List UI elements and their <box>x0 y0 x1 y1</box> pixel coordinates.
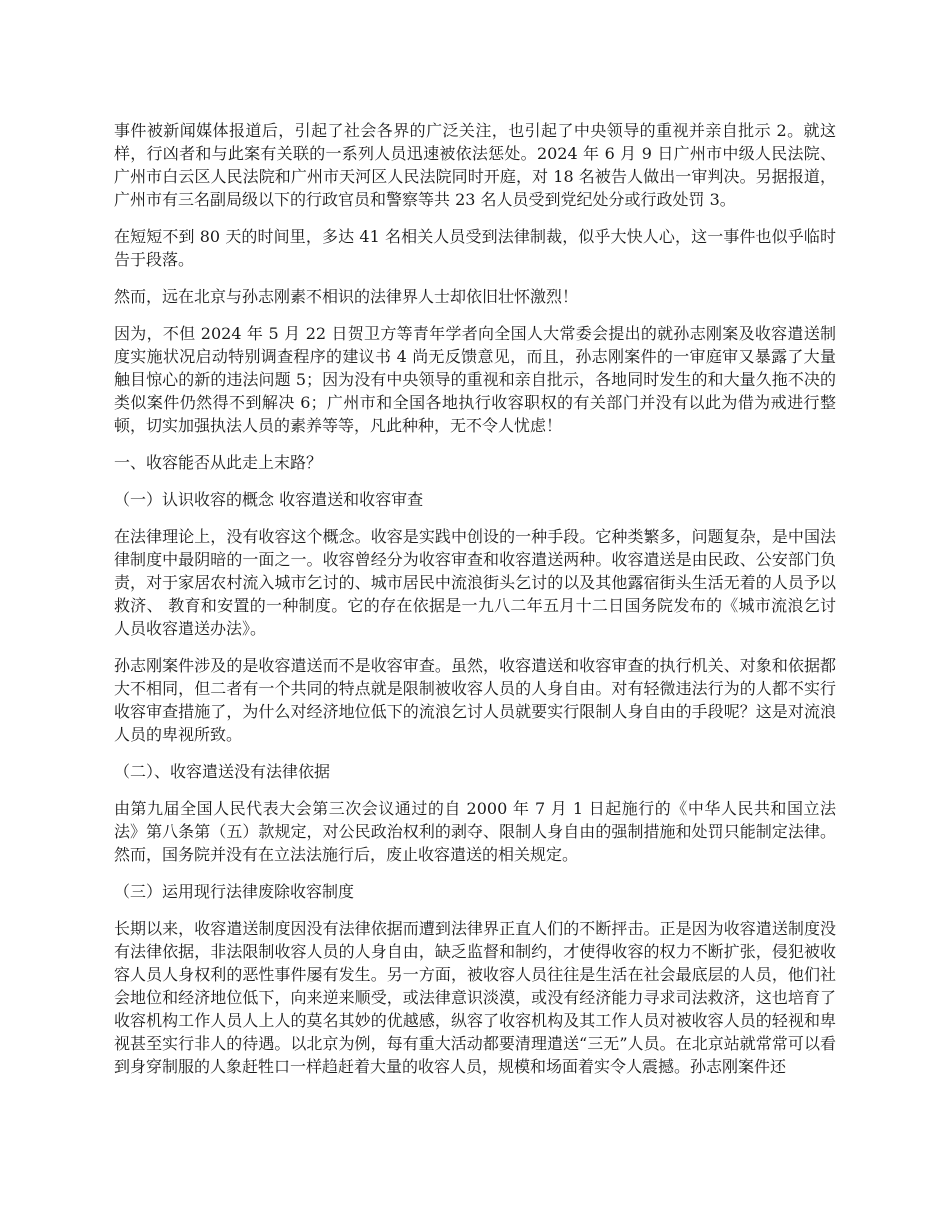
paragraph-2: 在短短不到 80 天的时间里，多达 41 名相关人员受到法律制裁，似乎大快人心，这一事件也似乎临时告于段落。 <box>114 227 836 269</box>
paragraph-5: 在法律理论上，没有收容这个概念。收容是实践中创设的一种手段。它种类繁多，问题复杂，是中国法律制度中最阴暗的一面之一。收容曾经分为收容审查和收容遣送两种。收容遣送是由民政、公安部门负责，对于家居农村流入城市乞讨的、城市居民中流浪街头乞讨的以及其他露宿街头生活无着的人员予以救济、 教育和安置的一种制度。它的存在依据是一九八二年五月十二日国务院发布的《城市流浪乞讨人员收容遣送办法》。 <box>114 527 836 638</box>
paragraph-7: 由第九届全国人民代表大会第三次会议通过的自 2000 年 7 月 1 日起施行的《中华人民共和国立法法》第八条第（五）款规定，对公民政治权利的剥夺、限制人身自由的强制措施和处罚只能制定法律。然而，国务院并没有在立法法施行后，废止收容遣送的相关规定。 <box>114 799 836 864</box>
paragraph-3: 然而，远在北京与孙志刚素不相识的法律界人士却依旧壮怀激烈！ <box>114 287 579 306</box>
subsection-heading-2: （二）、收容遣送没有法律依据 <box>114 762 331 781</box>
subsection-heading-1: （一）认识收容的概念 收容遣送和收容审查 <box>114 490 424 509</box>
document-page <box>114 119 836 1092</box>
paragraph-8: 长期以来，收容遣送制度因没有法律依据而遭到法律界正直人们的不断抨击。正是因为收容遣送制度没有法律依据，非法限制收容人员的人身自由，缺乏监督和制约，才使得收容的权力不断扩张，侵犯被收容人员人身权利的恶性事件屡有发生。另一方面，被收容人员往往是生活在社会最底层的人员，他们社会地位和经济地位低下，向来逆来顺受，或法律意识淡漠，或没有经济能力寻求司法救济，这也培育了收容机构工作人员人上人的莫名其妙的优越感，纵容了收容机构及其工作人员对被收容人员的轻视和卑视甚至实行非人的待遇。以北京为例，每有重大活动都要清理遣送“三无”人员。在北京站就常常可以看到身穿制服的人象赶牲口一样趋赶着大量的收容人员，规模和场面着实令人震撼。孙志刚案件还 <box>114 919 836 1076</box>
paragraph-4: 因为，不但 2024 年 5 月 22 日贺卫方等青年学者向全国人大常委会提出的就孙志刚案及收容遣送制度实施状况启动特别调查程序的建议书 4 尚无反馈意见，而且，孙志刚案件的一审庭审又暴露了大量触目惊心的新的违法问题 5；因为没有中央领导的重视和亲自批示，各地同时发生的和大量久拖不决的类似案件仍然得不到解决 6；广州市和全国各地执行收容职权的有关部门并没有以此为借为戒进行整顿，切实加强执法人员的素养等等，凡此种种，无不令人忧虑！ <box>114 324 836 435</box>
subsection-heading-3: （三）运用现行法律废除收容制度 <box>114 882 355 901</box>
paragraph-1: 事件被新闻媒体报道后，引起了社会各界的广泛关注，也引起了中央领导的重视并亲自批示 2。就这样，行凶者和与此案有关联的一系列人员迅速被依法惩处。2024 年 6 月 9 日广州市中级人民法院、广州市白云区人民法院和广州市天河区人民法院同时开庭，对 18 名被告人做出一审判决。另据报道，广州市有三名副局级以下的行政官员和警察等共 23 名人员受到党纪处分或行政处罚 3。 <box>114 121 836 209</box>
paragraph-6: 孙志刚案件涉及的是收容遣送而不是收容审查。虽然，收容遣送和收容审查的执行机关、对象和依据都大不相同，但二者有一个共同的特点就是限制被收容人员的人身自由。对有轻微违法行为的人都不实行收容审查措施了，为什么对经济地位低下的流浪乞讨人员就要实行限制人身自由的手段呢？这是对流浪人员的卑视所致。 <box>114 656 836 744</box>
section-heading-1: 一、收容能否从此走上末路？ <box>114 453 323 472</box>
